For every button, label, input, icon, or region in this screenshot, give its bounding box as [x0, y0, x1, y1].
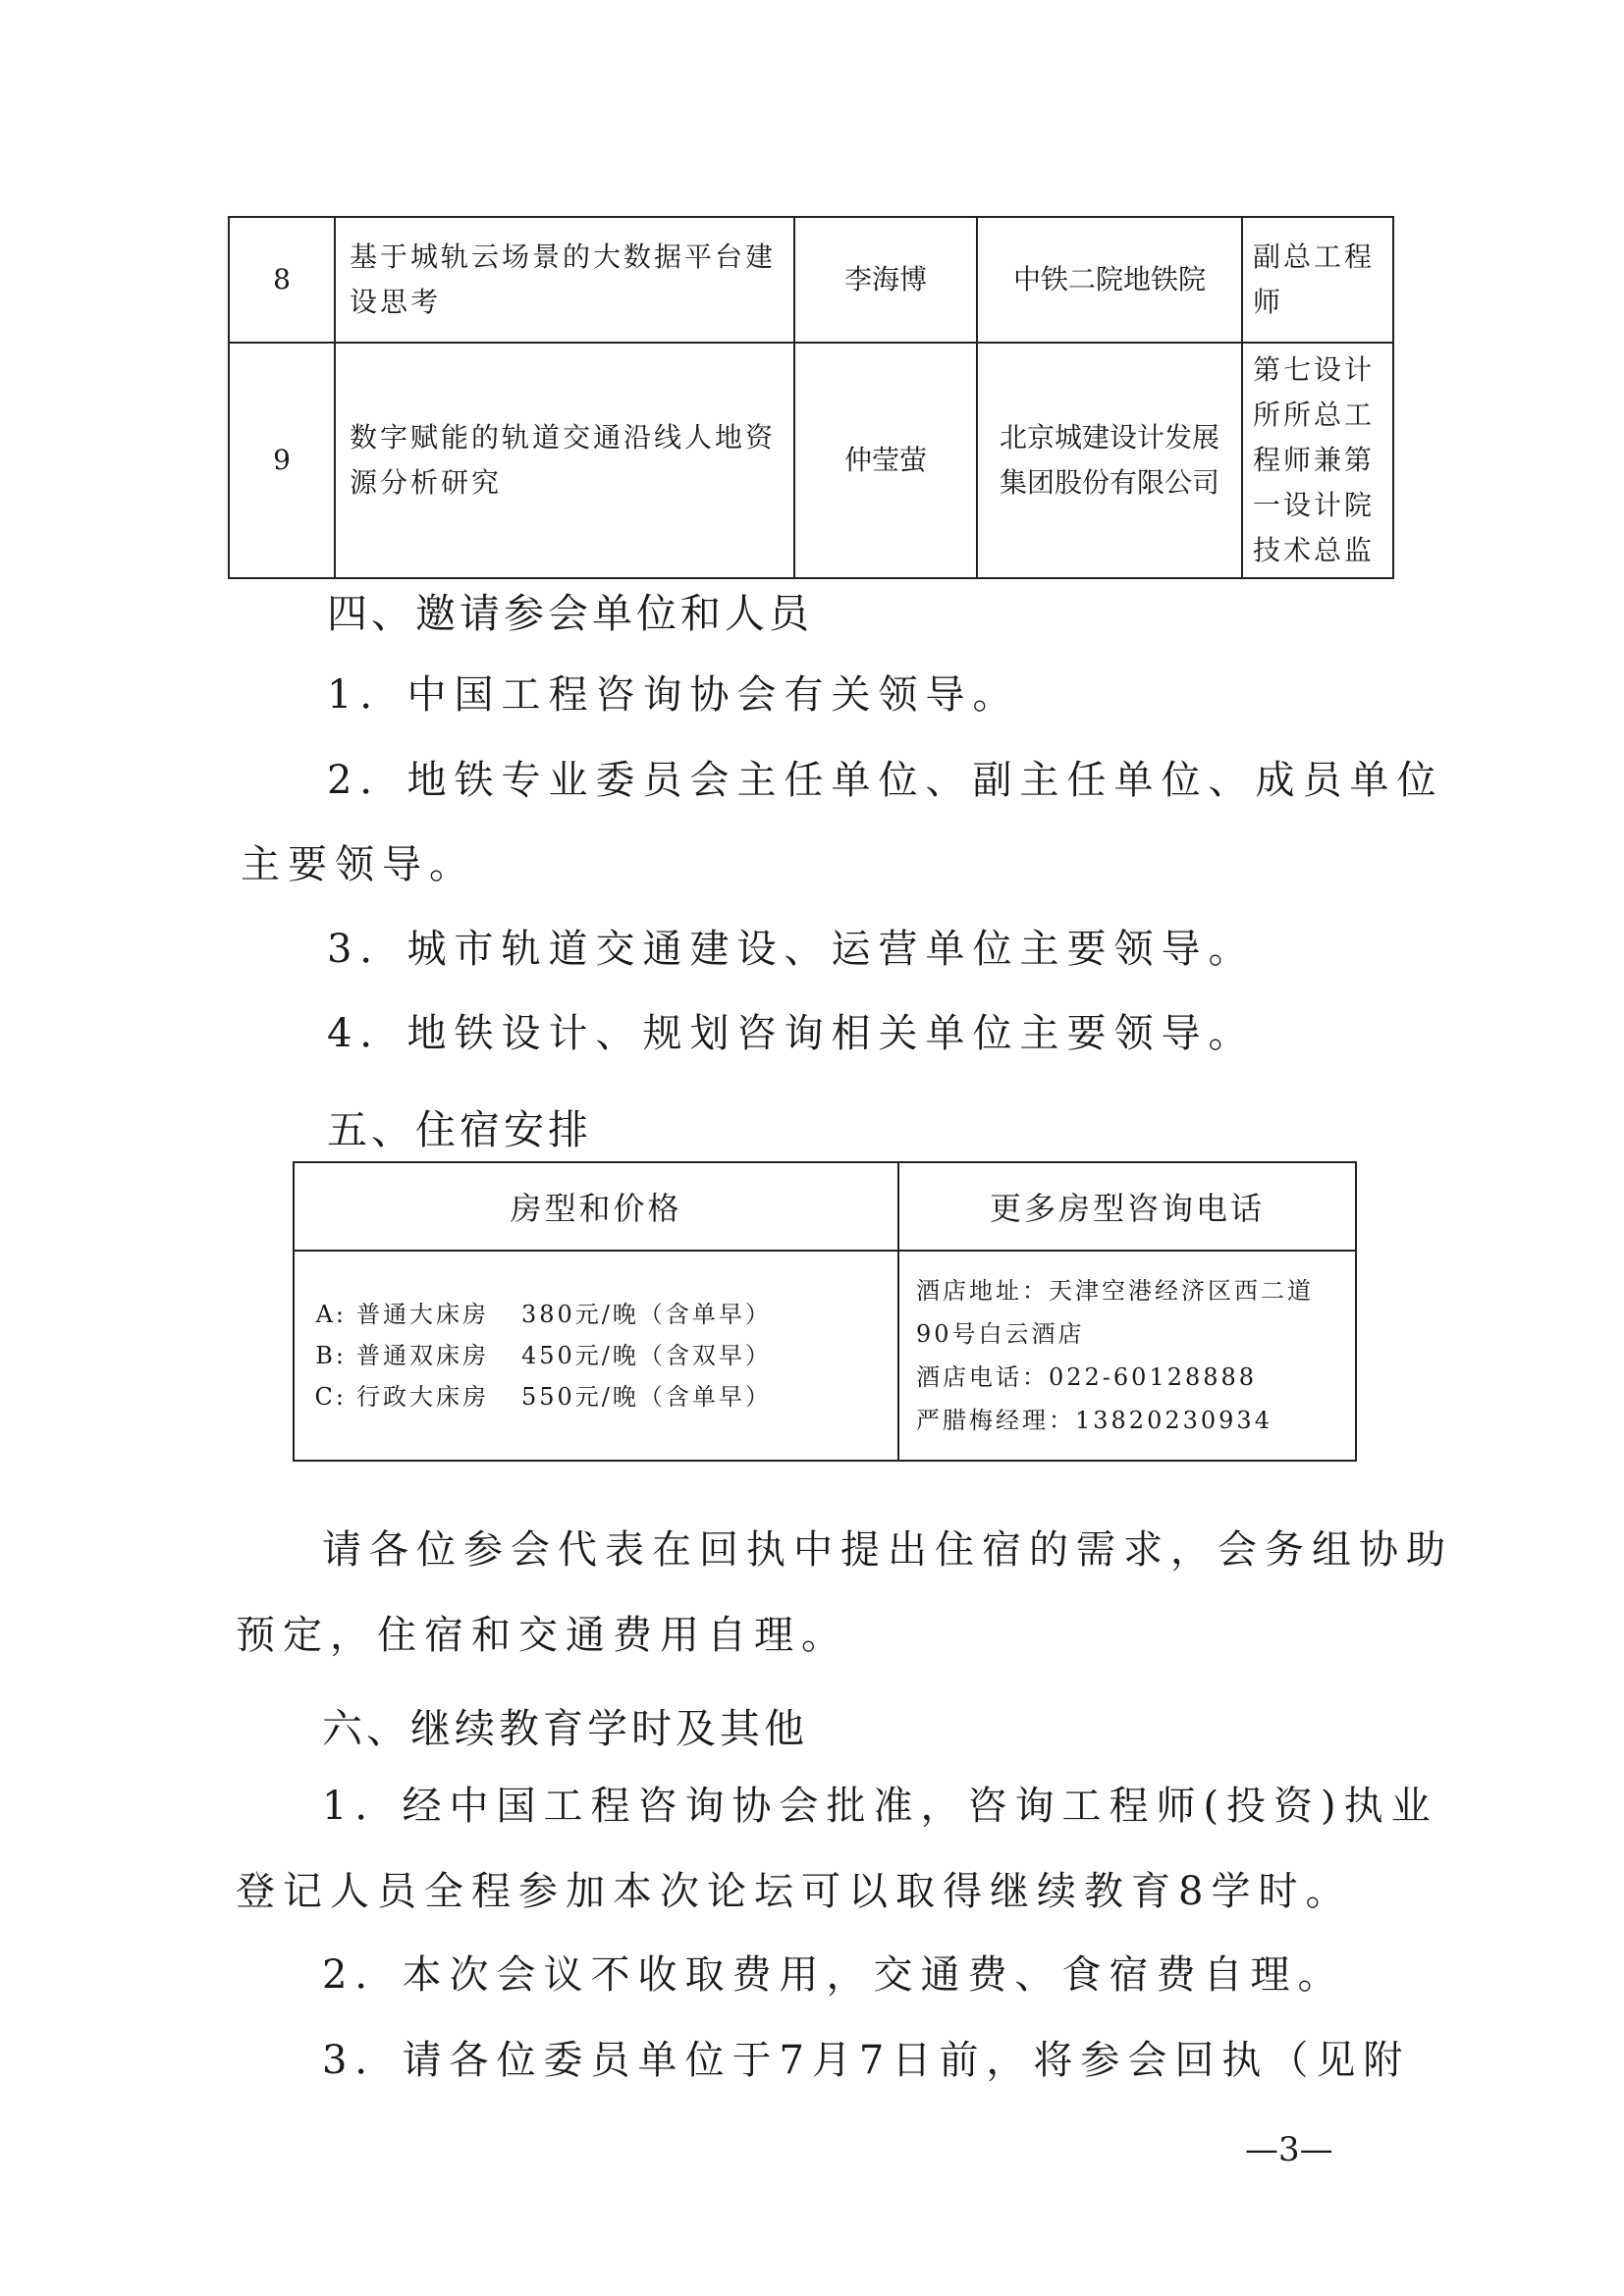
- room-type: 普通双床房: [356, 1342, 489, 1369]
- table-row: [229, 217, 1393, 343]
- section-4-item: 3．城市轨道交通建设、运营单位主要领导。: [327, 927, 1256, 972]
- section-4-item-continued: 主要领导。: [241, 842, 476, 887]
- speaker-position: 副总工程 师: [1242, 217, 1393, 343]
- talk-title: 基于城轨云场景的大数据平台建 设思考: [335, 217, 794, 343]
- room-code: B:: [315, 1342, 347, 1369]
- room-price-header: 房型和价格: [294, 1162, 898, 1251]
- section-4-heading: 四、邀请参会单位和人员: [327, 590, 813, 637]
- table-row: [229, 343, 1393, 578]
- room-list: [294, 1251, 898, 1461]
- section-6-item: 3．请各位委员单位于7月7日前，将参会回执（见附: [322, 2038, 1411, 2083]
- manager-phone: 严腊梅经理：13820230934: [916, 1407, 1272, 1434]
- section-4-item: 1．中国工程咨询协会有关领导。: [327, 672, 1020, 718]
- section-6-item: 1．经中国工程咨询协会批准，咨询工程师(投资)执业: [322, 1784, 1438, 1829]
- speaker-organization: 北京城建设计发展 集团股份有限公司: [977, 343, 1242, 578]
- accommodation-note: 请各位参会代表在回执中提出住宿的需求，会务组协助: [322, 1527, 1453, 1573]
- hotel-phone: 酒店电话：022-60128888: [916, 1363, 1258, 1391]
- room-price: 450元/晚（含双早）: [521, 1342, 772, 1369]
- hotel-table: [293, 1161, 1357, 1462]
- room-code: A:: [315, 1301, 347, 1328]
- row-number: 9: [229, 343, 335, 578]
- room-type: 行政大床房: [356, 1383, 489, 1411]
- section-6-heading: 六、继续教育学时及其他: [322, 1705, 808, 1752]
- hotel-contact: [898, 1251, 1356, 1461]
- room-option: [296, 1376, 896, 1417]
- section-6-item: 2．本次会议不收取费用，交通费、食宿费自理。: [322, 1952, 1345, 1998]
- speaker-table: [228, 216, 1394, 579]
- room-option: [296, 1335, 896, 1376]
- speaker-name: 仲莹萤: [794, 343, 977, 578]
- room-price: 550元/晚（含单早）: [521, 1383, 772, 1411]
- speaker-organization: 中铁二院地铁院: [977, 217, 1242, 343]
- talk-title: 数字赋能的轨道交通沿线人地资 源分析研究: [335, 343, 794, 578]
- speaker-position: 第七设计 所所总工 程师兼第 一设计院 技术总监: [1242, 343, 1393, 578]
- room-price: 380元/晚（含单早）: [521, 1301, 772, 1328]
- room-option: [296, 1294, 896, 1335]
- hotel-address: 酒店地址：天津空港经济区西二道: [916, 1277, 1314, 1305]
- hotel-table-header: [294, 1162, 1356, 1251]
- section-5-heading: 五、住宿安排: [327, 1106, 592, 1153]
- accommodation-note-continued: 预定，住宿和交通费用自理。: [236, 1613, 848, 1658]
- section-4-item: 4．地铁设计、规划咨询相关单位主要领导。: [327, 1011, 1256, 1056]
- contact-header: 更多房型咨询电话: [898, 1162, 1356, 1251]
- room-code: C:: [314, 1383, 347, 1411]
- section-6-item-continued: 登记人员全程参加本次论坛可以取得继续教育8学时。: [236, 1869, 1353, 1914]
- page-number: —3—: [1245, 2130, 1333, 2169]
- speaker-name: 李海博: [794, 217, 977, 343]
- row-number: 8: [229, 217, 335, 343]
- hotel-table-body: [294, 1251, 1356, 1461]
- section-4-item: 2．地铁专业委员会主任单位、副主任单位、成员单位: [327, 758, 1444, 803]
- hotel-address-continued: 90号白云酒店: [916, 1320, 1085, 1348]
- room-type: 普通大床房: [356, 1301, 489, 1328]
